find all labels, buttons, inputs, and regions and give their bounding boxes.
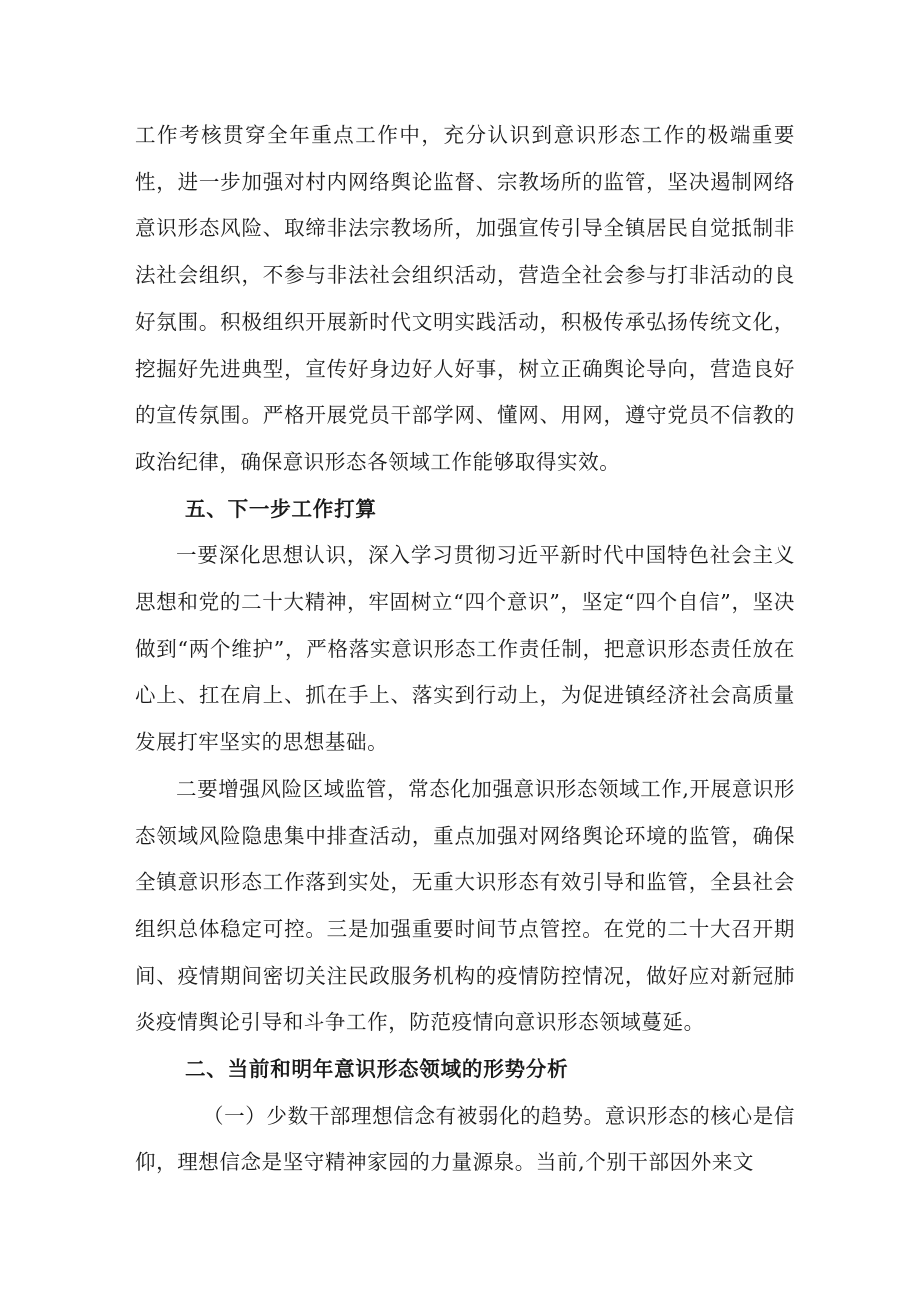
body-paragraph-deepen-awareness: 一要深化思想认识，深入学习贯彻习近平新时代中国特色社会主义思想和党的二十大精神，牢固树立“四个意识”，坚定“四个自信”，坚决做到“两个维护”，严格落实意识形态工作责任制，把意识形态责任放在心上、扛在肩上、抓在手上、落实到行动上，为促进镇经济社会高质量发展打牢坚实的思想基础。 [135, 543, 795, 755]
body-paragraph-work-assessment: 工作考核贯穿全年重点工作中，充分认识到意识形态工作的极端重要性，进一步加强对村内网络舆论监督、宗教场所的监管，坚决遏制网络意识形态风险、取缔非法宗教场所，加强宣传引导全镇居民自觉抵制非法社会组织，不参与非法社会组织活动，营造全社会参与打非活动的良好氛围。积极组织开展新时代文明实践活动，积极传承弘扬传统文化，挖掘好先进典型，宣传好身边好人好事，树立正确舆论导向，营造良好的宣传氛围。严格开展党员干部学网、懂网、用网，遵守党员不信教的政治纪律，确保意识形态各领域工作能够取得实效。 [135, 123, 795, 474]
section-heading-next-steps: 五、下一步工作打算 [185, 496, 377, 521]
body-paragraph-risk-supervision: 二要增强风险区域监管，常态化加强意识形态领域工作,开展意识形态领域风险隐患集中排查活动，重点加强对网络舆论环境的监管，确保全镇意识形态工作落到实处，无重大识形态有效引导和监管，全县社会组织总体稳定可控。三是加强重要时间节点管控。在党的二十大召开期间、疫情期间密切关注民政服务机构的疫情防控情况，做好应对新冠肺炎疫情舆论引导和斗争工作，防范疫情向意识形态领域蔓延。 [135, 776, 796, 1035]
document-page [135, 112, 795, 1186]
section-heading-situation-analysis: 二、当前和明年意识形态领域的形势分析 [185, 1057, 569, 1082]
body-paragraph-ideals-weakening: （一）少数干部理想信念有被弱化的趋势。意识形态的核心是信仰，理想信念是坚守精神家园的力量源泉。当前,个别干部因外来文 [135, 1103, 795, 1175]
